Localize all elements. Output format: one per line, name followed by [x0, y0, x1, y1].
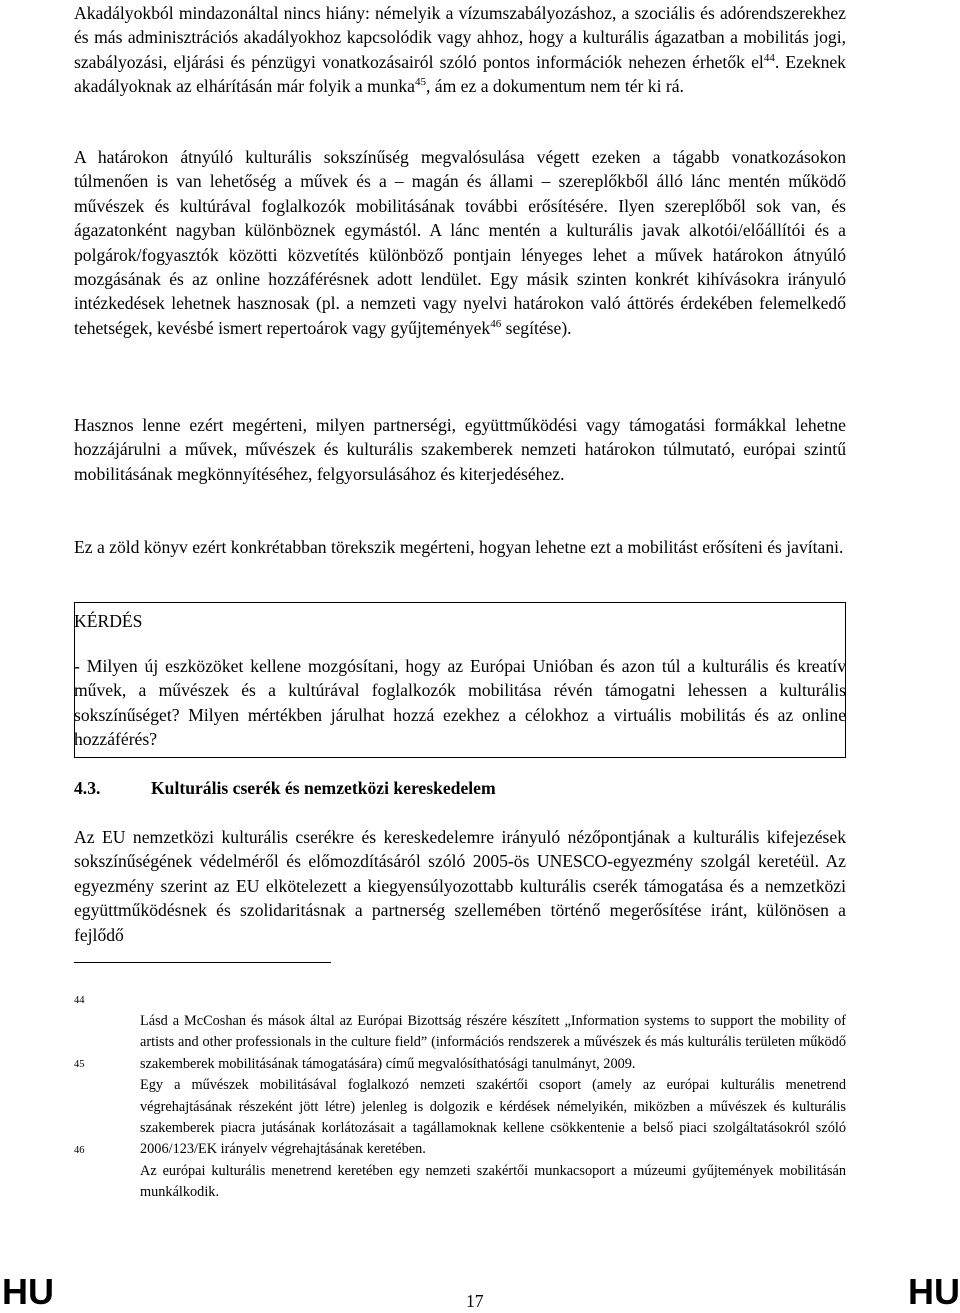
footnote-text: Egy a művészek mobilitásával foglalkozó nemzeti szakértői csoport (amely az európai kulturális menetrend végrehajtásának részeként jött létre) jelenleg is dolgozik e kérdések némelyikén, miközben a művészek és kulturális szakemberek piacra jutásának korlátozásait a tagállamoknak kellene csökkentenie a belső piaci szolgáltatásokról szóló 2006/123/EK irányelv végrehajtásának keretében.: [140, 1077, 846, 1158]
footnotes: [74, 995, 846, 1204]
section-title: Kulturális cserék és nemzetközi kereskedelem: [151, 778, 496, 798]
footnote-44: [74, 995, 846, 1075]
footnote-text: Lásd a McCoshan és mások által az Európai Bizottság részére készített „Information systems to support the mobility of artists and other professionals in the culture field” (információs rendszerek a művészek és más kulturális területen működő szakemberek mobilitásának támogatására) című megvalósíthatósági tanulmányt, 2009.: [140, 1013, 846, 1072]
footnote-separator: [74, 962, 331, 963]
paragraph-unesco: Az EU nemzetközi kulturális cserékre és kereskedelemre irányuló nézőpontjának a kulturális kifejezések sokszínűségének védelméről és előmozdításáról szóló 2005-ös UNESCO-egyezmény szolgál keretéül. Az egyezmény szerint az EU elkötelezett a kiegyensúlyozottabb kulturális cserék támogatása és a nemzetközi együttműködésnek és szolidaritásnak a partnerség szellemében történő megerősítése iránt, különösen a fejlődő: [74, 827, 846, 945]
section-number: 4.3.: [74, 778, 101, 798]
footnote-ref-44[interactable]: 44: [763, 51, 775, 64]
language-code-left: HU: [2, 1271, 54, 1312]
footnote-number: 45: [74, 1059, 85, 1071]
footnote-46: [74, 1144, 846, 1204]
paragraph-partnerships: Hasznos lenne ezért megérteni, milyen partnerségi, együttműködési vagy támogatási formákkal lehetne hozzájárulni a művek, művészek és kulturális szakemberek nemzeti határokon túlmutató, európai szintű mobilitásának megkönnyítéséhez, felgyorsulásához és kiterjedéséhez.: [74, 415, 846, 484]
paragraph-text: A határokon átnyúló kulturális sokszínűség megvalósulása végett ezeken a tágabb vonatkozásokon túlmenően is van lehetőség a művek és a – magán és állami – szereplőkből álló lánc mentén működő művészek és kultúrával foglalkozók mobilitásának további erősítésére. Ilyen szereplőből sok van, és ágazatonként nagyban különböznek egymástól. A lánc mentén a kulturális javak alkotói/előállítói és a polgárok/fogyasztók közötti közvetítés különböző pontjain lényeges lehet a művek határokon átnyúló mozgásának és az online hozzáférésnek adott lendület. Egy másik szinten konkrét kihívásokra irányuló intézkedések lehetnek hasznosak (pl. a nemzeti vagy nyelvi határokon való áttörés érdekében felemelkedő tehetségek, kevésbé ismert repertoárok vagy gyűjtemények: [74, 147, 846, 338]
paragraph-text: segítése).: [501, 317, 572, 338]
footnote-ref-45[interactable]: 45: [414, 76, 426, 89]
paragraph-text: . Ezeknek akadályoknak az elhárításán már folyik a munka: [74, 51, 846, 97]
paragraph-cultural-diversity: [74, 145, 846, 340]
footnote-ref-46[interactable]: 46: [490, 317, 502, 330]
question-heading: KÉRDÉS: [74, 611, 143, 631]
paragraph-green-paper: Ez a zöld könyv ezért konkrétabban törekszik megérteni, hogyan lehetne ezt a mobilitást erősíteni és javítani.: [74, 537, 844, 557]
page-number: 17: [466, 1291, 484, 1311]
question-text: - Milyen új eszközöket kellene mozgósítani, hogy az Európai Unióban és azon túl a kulturális és kreatív művek, a művészek és a kultúrával foglalkozók mobilitása révén támogatni lehessen a kulturális sokszínűséget? Milyen mértékben járulhat hozzá ezekhez a célokhoz a virtuális mobilitás és az online hozzáférés?: [74, 656, 846, 750]
paragraph-text: , ám ez a dokumentum nem tér ki rá.: [425, 76, 684, 97]
paragraph-obstacles: [74, 1, 846, 99]
footnote-number: 44: [74, 995, 85, 1006]
footnote-text: Az európai kulturális menetrend keretében egy nemzeti szakértői munkacsoport a múzeumi gyűjtemények mobilitásán munkálkodik.: [140, 1162, 846, 1201]
footnote-45: [74, 1059, 846, 1161]
footnote-number: 46: [74, 1144, 85, 1156]
language-code-right: HU: [908, 1271, 960, 1312]
paragraph-text: Akadályokból mindazonáltal nincs hiány: némelyik a vízumszabályozáshoz, a szociális és adórendszerekhez és más adminisztrációs akadályokhoz kapcsolódik vagy ahhoz, hogy a kulturális ágazatban a mobilitás jogi, szabályozási, eljárási és pénzügyi vonatkozásairól szóló pontos információk nehezen érhetők el: [74, 3, 846, 72]
section-heading: [74, 776, 846, 800]
